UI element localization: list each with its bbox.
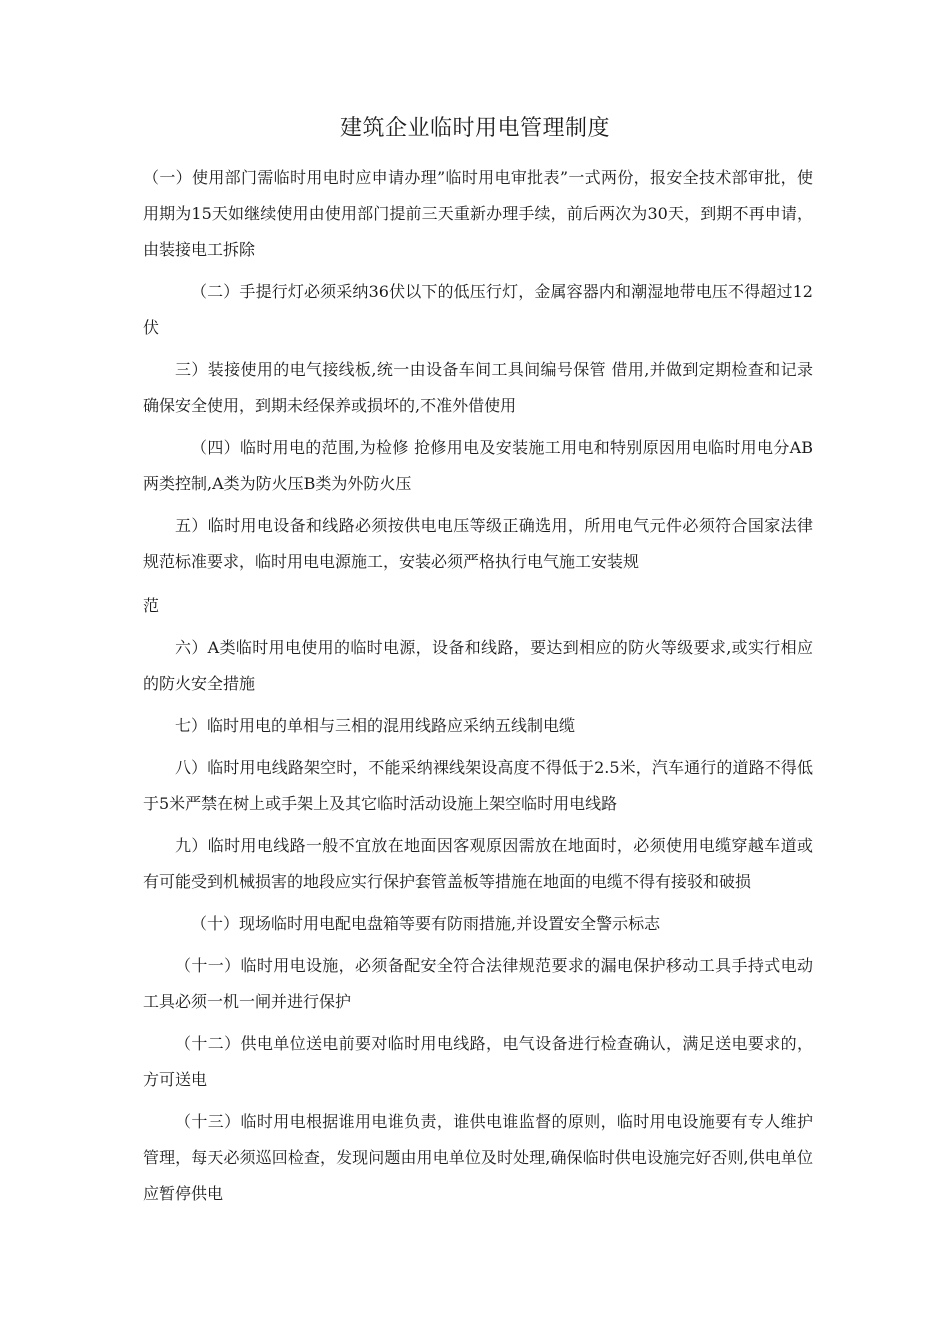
paragraph-9: 九）临时用电线路一般不宜放在地面因客观原因需放在地面时，必须使用电缆穿越车道或有可能受到机械损害的地段应实行保护套管盖板等措施在地面的电缆不得有接驳和破损: [143, 836, 813, 891]
document-body: [143, 160, 813, 1218]
paragraph-12: （十二）供电单位送电前要对临时用电线路，电气设备进行检查确认，满足送电要求的，方可送电: [143, 1034, 813, 1089]
paragraph-10: （十）现场临时用电配电盘箱等要有防雨措施,并设置安全警示标志: [191, 914, 661, 933]
paragraph-13: （十三）临时用电根据谁用电谁负责，谁供电谁监督的原则，临时用电设施要有专人维护管理，每天必须巡回检查，发现问题由用电单位及时处理,确保临时供电设施完好否则,供电单位应暂停供电: [143, 1112, 813, 1203]
paragraph-1: （一）使用部门需临时用电时应申请办理”临时用电审批表”一式两份，报安全技术部审批，使用期为15天如继续使用由使用部门提前三天重新办理手续，前后两次为30天，到期不再申请，由装接电工拆除: [143, 168, 813, 259]
paragraph-2: （二）手提行灯必须采纳36伏以下的低压行灯，金属容器内和潮湿地带电压不得超过12伏: [143, 282, 813, 337]
document-title: 建筑企业临时用电管理制度: [339, 116, 610, 141]
paragraph-7: 七）临时用电的单相与三相的混用线路应采纳五线制电缆: [175, 716, 576, 735]
paragraph-3: 三）装接使用的电气接线板,统一由设备车间工具间编号保管 借用,并做到定期检查和记录确保安全使用，到期未经保养或损坏的,不准外借使用: [143, 360, 813, 415]
paragraph-4: （四）临时用电的范围,为检修 抢修用电及安装施工用电和特别原因用电临时用电分AB两类控制,A类为防火压B类为外防火压: [143, 438, 813, 493]
paragraph-11: （十一）临时用电设施，必须备配安全符合法律规范要求的漏电保护移动工具手持式电动工具必须一机一闸并进行保护: [143, 956, 813, 1011]
paragraph-5-continued: 范: [143, 596, 160, 615]
paragraph-6: 六）A类临时用电使用的临时电源，设备和线路，要达到相应的防火等级要求,或实行相应的防火安全措施: [143, 638, 813, 693]
paragraph-5: 五）临时用电设备和线路必须按供电电压等级正确选用，所用电气元件必须符合国家法律规范标准要求，临时用电电源施工，安装必须严格执行电气施工安装规: [143, 516, 813, 571]
paragraph-8: 八）临时用电线路架空时，不能采纳裸线架设高度不得低于2.5米，汽车通行的道路不得低于5米严禁在树上或手架上及其它临时活动设施上架空临时用电线路: [143, 758, 813, 813]
